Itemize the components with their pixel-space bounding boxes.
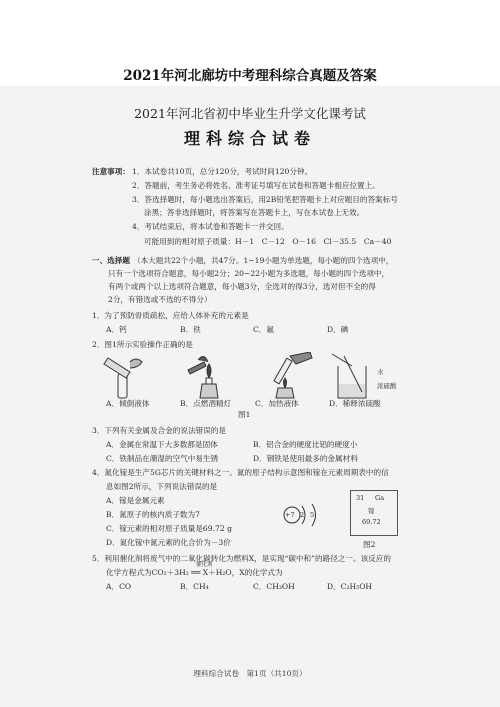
q5-option-d: D．C₂H₅OH [327, 582, 373, 591]
q2-option-c: C．加热液体 [255, 399, 299, 408]
section-text: 2分，有错选或不选的不得分） [108, 295, 212, 304]
q2-option-a: A．倾倒液体 [106, 399, 150, 408]
q1-option-a: A．钙 [106, 325, 127, 334]
section-text: 只有一个选项符合题意，每小题2分；20~22小题为多选题，每小题的四个选项中， [108, 269, 390, 278]
exam-title: 2021年河北省初中毕业生升学文化课考试 [134, 106, 366, 121]
shell-1: 2 [300, 511, 305, 519]
fig1-label-acid: 浓硫酸 [377, 382, 397, 390]
figure-2-label: 图2 [363, 540, 376, 549]
q3-option-c: C．铁制品在潮湿的空气中易生锈 [106, 454, 219, 463]
q2-option-d: D．稀释浓硫酸 [329, 399, 381, 408]
catalyst-label: 催化剂 [196, 562, 213, 568]
gallium-name: 镓 [368, 507, 375, 515]
q3-option-a: A．金属在常温下大多数都是固体 [106, 440, 218, 449]
gallium-number: 31 [356, 494, 365, 502]
q2-option-b: B．点燃酒精灯 [180, 399, 232, 408]
question-5-stem: 5．利用催化剂将废气中的二氧化碳转化为燃料X，是实现“碳中和”的路径之一。该反应的 [92, 554, 391, 563]
document-title: 2021年河北廊坊中考理科综合真题及答案 [123, 68, 377, 84]
figure-1-lab-illustrations [100, 352, 430, 402]
notice-item: 4．考试结束后，将本试卷和答题卡一并交回。 [132, 222, 289, 231]
heating-liquid-illustration [274, 352, 312, 398]
question-2-stem: 2．图1所示实验操作正确的是 [92, 340, 193, 349]
nucleus-charge: +7 [285, 511, 295, 519]
notice-item: 涂黑；答非选择题时，将答案写在答题卡上，写在本试卷上无效。 [144, 208, 365, 217]
fig1-label-water: 水 [377, 368, 384, 376]
question-3-stem: 3．下列有关金属及合金的说法错误的是 [92, 426, 226, 435]
q4-option-d: D．氮化镓中氮元素的化合价为－3价 [106, 538, 231, 547]
q5-option-b: B．CH₄ [180, 582, 209, 591]
section-title: 一、选择题 [92, 256, 130, 265]
q4-option-a: A．镓是金属元素 [106, 496, 165, 505]
question-5-stem: 化学方程式为CO₂＋3H₂ ══ X＋H₂O，X的化学式为 [106, 568, 283, 577]
question-4-stem: 息如图2所示，下列说法错误的是 [106, 482, 218, 491]
notice-label: 注意事项： [92, 167, 130, 176]
q3-option-d: D．钢铁是使用最多的金属材料 [253, 454, 358, 463]
pouring-liquid-illustration [104, 358, 142, 398]
q3-option-b: B．铝合金的硬度比铝的硬度小 [253, 440, 358, 449]
q4-option-c: C．镓元素的相对原子质量是69.72 g [106, 524, 232, 533]
notice-item: 1．本试卷共10页，总分120分，考试时间120分钟。 [132, 167, 313, 176]
section-text: （本大题共22个小题，共47分。1~19小题为单选题，每小题的四个选项中， [133, 256, 394, 265]
atomic-masses: 可能用到的相对原子质量：H－1 C－12 O－16 Cl－35.5 Ca－40 [144, 237, 392, 246]
exam-subtitle: 理科综合试卷 [183, 129, 316, 148]
q1-option-d: D．碘 [327, 325, 349, 334]
gallium-symbol: Ga [375, 494, 385, 502]
gallium-mass: 69.72 [362, 518, 381, 526]
question-4-stem: 4．氮化镓是生产5G芯片的关键材料之一。氮的原子结构示意图和镓在元素周期表中的信 [92, 468, 389, 477]
q1-option-c: C．氟 [253, 325, 274, 334]
alcohol-lamp-illustration [188, 356, 218, 398]
question-1-stem: 1．为了预防骨质疏松，应给人体补充的元素是 [92, 311, 249, 320]
diluting-acid-illustration [332, 354, 366, 398]
q5-option-a: A．CO [106, 582, 132, 591]
shell-2: 5 [310, 511, 315, 519]
q5-option-c: C．CH₃OH [253, 582, 295, 591]
figure-1-label: 图1 [238, 410, 251, 419]
q4-option-b: B．氮原子的核内质子数为7 [106, 510, 200, 519]
notice-item: 2．答题前，考生务必将姓名、准考证号填写在试卷和答题卡相应位置上。 [132, 181, 380, 190]
section-text: 有两个或两个以上选项符合题意，每小题3分，全选对的得3分，选对但不全的得 [108, 282, 376, 291]
q1-option-b: B．铁 [180, 325, 201, 334]
page-footer: 理科综合试卷 第1页（共10页） [193, 669, 307, 678]
notice-item: 3．答选择题时，每小题选出答案后，用2B铅笔把答题卡上对应题目的答案标号 [132, 195, 398, 204]
